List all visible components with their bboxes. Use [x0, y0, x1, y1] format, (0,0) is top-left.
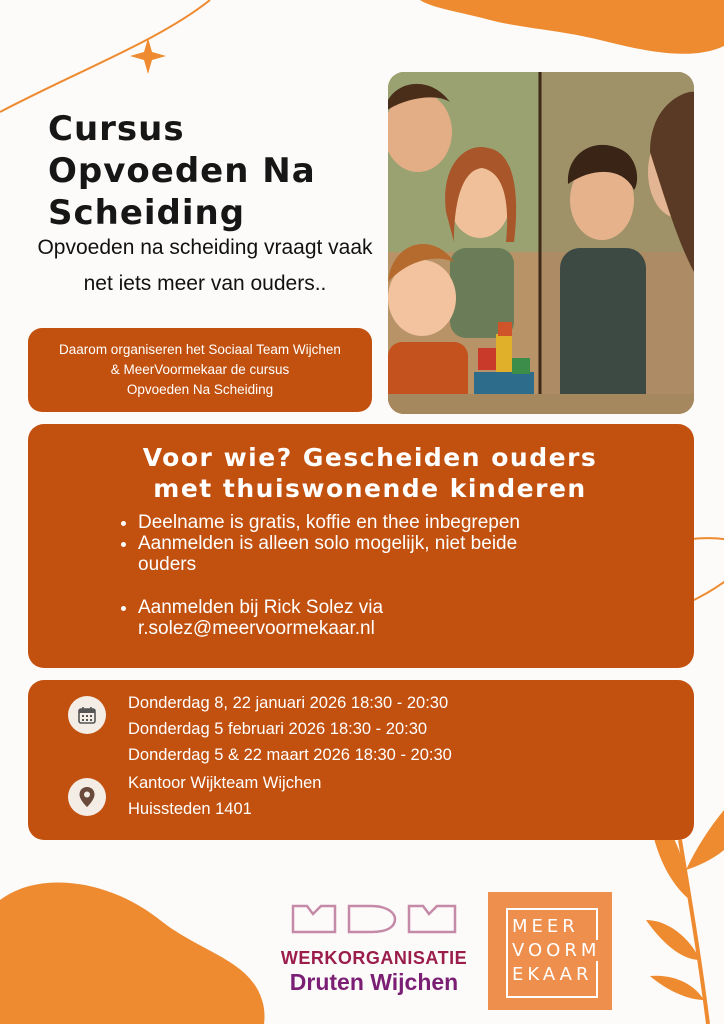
location-line-2: Huissteden 1401	[128, 800, 252, 818]
top-right-blob	[420, 0, 724, 54]
subtitle: Opvoeden na scheiding vraagt vaak net iets meer van ouders..	[37, 236, 373, 295]
location-line-1: Kantoor Wijkteam Wijchen	[128, 774, 322, 792]
mvm-line-1: MEER	[512, 916, 579, 937]
organizers-line-3: Opvoeden Na Scheiding	[126, 382, 274, 397]
title-line-3: Scheiding	[48, 193, 246, 233]
family-illustration-image	[388, 72, 694, 414]
organizers-line-2: & MeerVoormekaar de cursus	[110, 362, 290, 377]
wdw-line-1: WERKORGANISATIE	[280, 948, 468, 968]
mvm-line-2: VOORM	[512, 940, 601, 961]
date-line-2: Donderdag 5 februari 2026 18:30 - 20:30	[128, 720, 428, 738]
wdw-logo-mark-icon	[289, 900, 459, 940]
meervoormekaar-logo	[488, 892, 612, 1010]
date-line-3: Donderdag 5 & 22 maart 2026 18:30 - 20:30	[128, 746, 452, 764]
werkorganisatie-logo	[276, 900, 472, 996]
target-audience-box	[28, 424, 694, 668]
bottom-left-blob	[0, 883, 265, 1024]
mvm-line-3: EKAAR	[512, 964, 593, 985]
bullet-item: • Aanmelden is alleen solo mogelijk, niet beide ouders	[138, 533, 558, 575]
page-title	[48, 108, 348, 234]
target-audience-heading	[90, 442, 650, 504]
location-pin-icon	[68, 778, 106, 816]
organizers-box	[28, 328, 372, 412]
heading-line-1: Voor wie? Gescheiden ouders	[142, 443, 598, 472]
bullet-item: • Deelname is gratis, koffie en thee inbegrepen	[138, 512, 558, 533]
info-bullet-list	[116, 512, 558, 639]
calendar-icon	[68, 696, 106, 734]
title-line-2: Opvoeden Na	[48, 151, 316, 191]
title-line-1: Cursus	[48, 109, 185, 149]
top-left-swoosh-line	[0, 0, 210, 112]
wdw-line-2: Druten Wijchen	[289, 969, 459, 995]
family-illustration	[388, 72, 694, 414]
bullet-item-contact: • Aanmelden bij Rick Solez via r.solez@meervoormekaar.nl	[138, 597, 558, 639]
organizers-line-1: Daarom organiseren het Sociaal Team Wijchen	[59, 342, 341, 357]
sparkle-star-icon	[130, 38, 166, 74]
schedule-box	[28, 680, 694, 840]
date-line-1: Donderdag 8, 22 januari 2026 18:30 - 20:30	[128, 694, 449, 712]
heading-line-2: met thuiswonende kinderen	[153, 474, 587, 503]
